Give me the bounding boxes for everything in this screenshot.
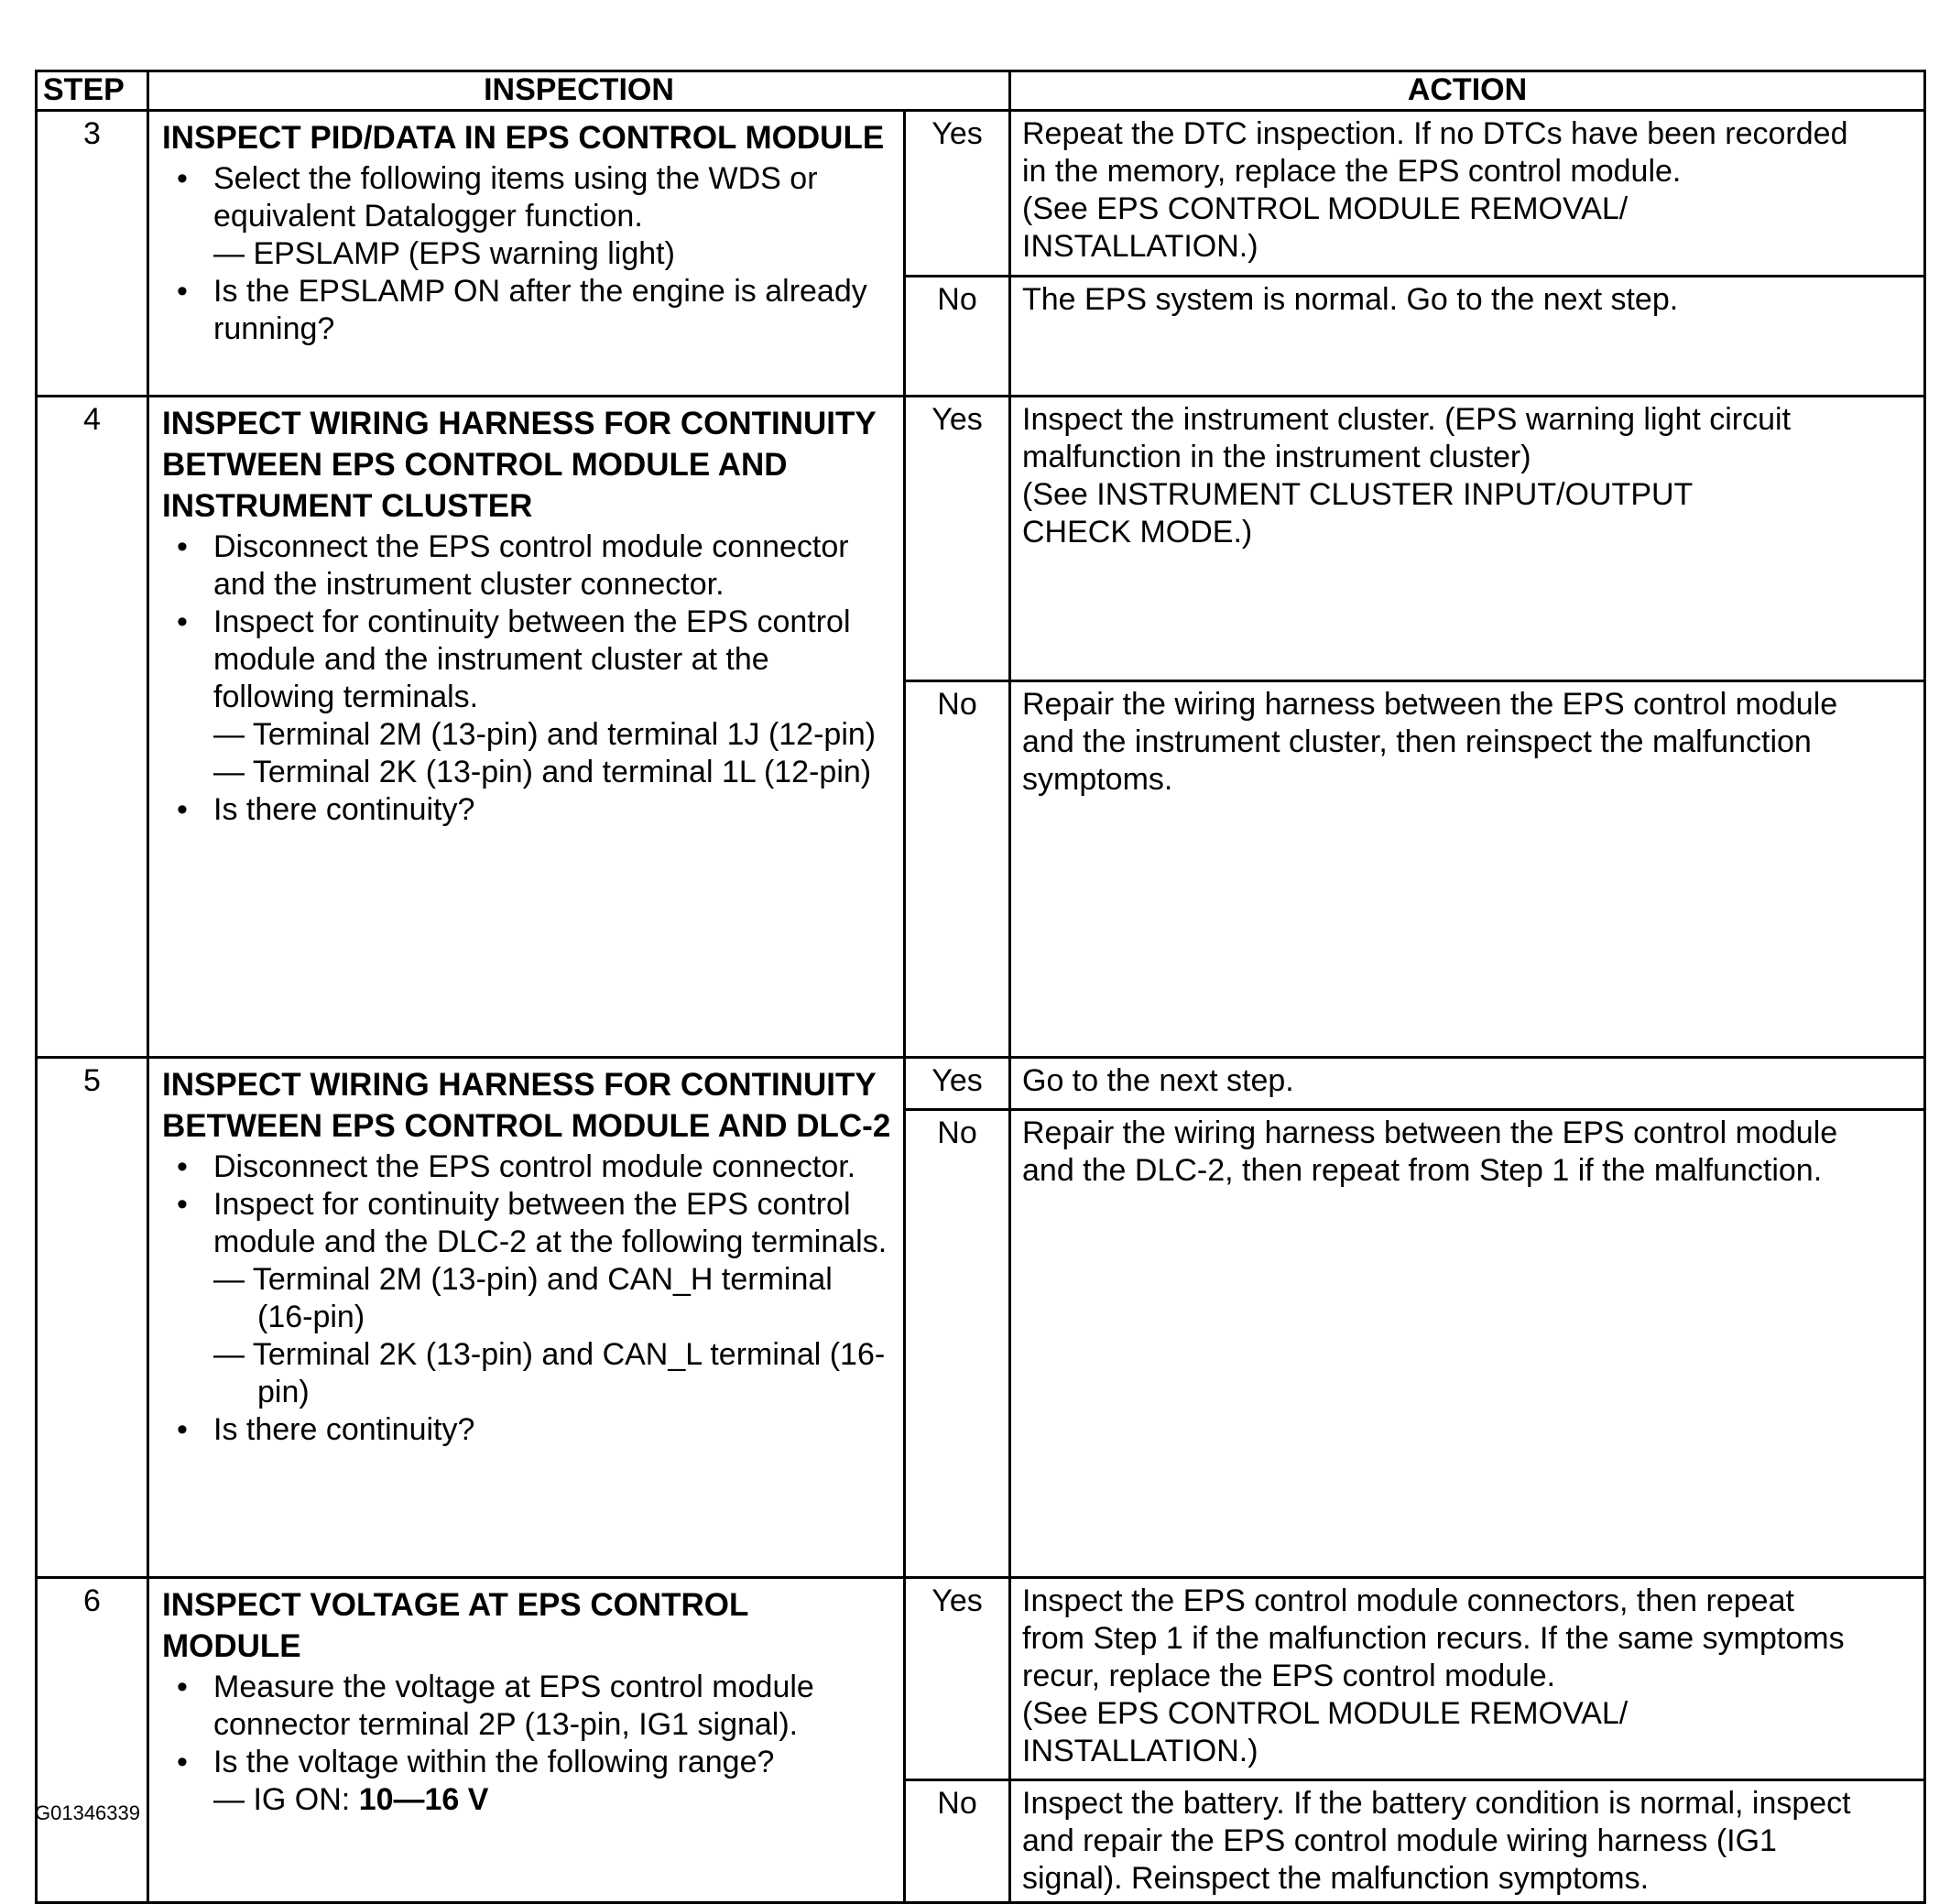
action-line: (See EPS CONTROL MODULE REMOVAL/ xyxy=(1022,191,1629,226)
table-row xyxy=(37,397,1925,681)
action-line: Repair the wiring harness between the EPS control module xyxy=(1022,687,1838,722)
terminal-list xyxy=(213,1261,894,1411)
inspection-bullet xyxy=(162,528,894,604)
action-line: signal). Reinspect the malfunction symptoms. xyxy=(1022,1861,1650,1896)
step-number: 6 xyxy=(37,1578,148,1903)
action-line: (See INSTRUMENT CLUSTER INPUT/OUTPUT xyxy=(1022,477,1694,512)
inspection-cell xyxy=(148,1578,905,1903)
header-step: STEP xyxy=(37,71,148,111)
inspection-title: INSPECT WIRING HARNESS FOR CONTINUITY BETWEEN EPS CONTROL MODULE AND INSTRUMENT CLUSTER xyxy=(162,406,877,524)
action-line: INSTALLATION.) xyxy=(1022,1734,1258,1768)
action-line: symptoms. xyxy=(1022,762,1173,797)
step-number: 3 xyxy=(37,111,148,397)
bullet-text: Is there continuity? xyxy=(213,792,475,827)
terminal-item: — Terminal 2M (13-pin) and CAN_H terminal (16-pin) xyxy=(213,1262,833,1334)
action-line: INSTALLATION.) xyxy=(1022,229,1258,264)
inspection-bullet xyxy=(162,791,894,829)
action-line: in the memory, replace the EPS control module. xyxy=(1022,154,1682,189)
action-line: CHECK MODE.) xyxy=(1022,515,1253,549)
terminal-item: — Terminal 2K (13-pin) and terminal 1L (12-pin) xyxy=(213,755,872,789)
inspection-bullet xyxy=(162,1669,894,1744)
inspection-bullets xyxy=(162,1148,894,1449)
troubleshooting-table xyxy=(35,70,1926,1904)
yes-action xyxy=(1010,1578,1925,1780)
yes-label: Yes xyxy=(905,1578,1010,1780)
bullet-text: Is the voltage within the following range? xyxy=(213,1745,775,1779)
action-line: Repeat the DTC inspection. If no DTCs have been recorded xyxy=(1022,116,1848,151)
inspection-bullet xyxy=(162,1744,894,1819)
bullet-text: Inspect for continuity between the EPS control module and the DLC-2 at the following terminals. xyxy=(213,1187,888,1259)
no-action xyxy=(1010,277,1925,397)
inspection-bullet xyxy=(162,1186,894,1411)
yes-action xyxy=(1010,397,1925,681)
inspection-bullet xyxy=(162,1148,894,1186)
action-line: malfunction in the instrument cluster) xyxy=(1022,440,1531,474)
inspection-bullets xyxy=(162,528,894,829)
inspection-bullet xyxy=(162,1411,894,1449)
yes-action xyxy=(1010,1058,1925,1110)
voltage-range xyxy=(213,1781,894,1819)
inspection-cell xyxy=(148,397,905,1058)
terminal-item: — Terminal 2M (13-pin) and terminal 1J (12-pin) xyxy=(213,717,877,752)
step-number: 4 xyxy=(37,397,148,1058)
inspection-cell xyxy=(148,1058,905,1578)
bullet-text: Is there continuity? xyxy=(213,1412,475,1447)
action-line: Inspect the EPS control module connectors, then repeat xyxy=(1022,1583,1794,1618)
step-number: 5 xyxy=(37,1058,148,1578)
terminal-list xyxy=(213,716,894,791)
range-prefix: — IG ON: xyxy=(213,1782,359,1817)
no-action xyxy=(1010,1110,1925,1578)
action-line: and the DLC-2, then repeat from Step 1 if the malfunction. xyxy=(1022,1153,1823,1188)
yes-label: Yes xyxy=(905,111,1010,277)
bullet-text: Inspect for continuity between the EPS control module and the instrument cluster at the following terminals. xyxy=(213,604,851,714)
no-label: No xyxy=(905,681,1010,1058)
bullet-text: Disconnect the EPS control module connector. xyxy=(213,1149,856,1184)
action-line: and repair the EPS control module wiring harness (IG1 xyxy=(1022,1823,1777,1858)
action-line: Go to the next step. xyxy=(1022,1063,1294,1098)
no-action xyxy=(1010,1780,1925,1903)
no-label: No xyxy=(905,1780,1010,1903)
action-line: Repair the wiring harness between the EPS control module xyxy=(1022,1115,1838,1150)
action-line: from Step 1 if the malfunction recurs. If the same symptoms xyxy=(1022,1621,1845,1656)
table-header-row xyxy=(37,71,1925,111)
inspection-title: INSPECT VOLTAGE AT EPS CONTROL MODULE xyxy=(162,1587,748,1664)
range-value: 10—16 V xyxy=(358,1782,489,1817)
table-row xyxy=(37,1058,1925,1110)
no-action xyxy=(1010,681,1925,1058)
action-line: Inspect the battery. If the battery condition is normal, inspect xyxy=(1022,1786,1851,1821)
yes-label: Yes xyxy=(905,397,1010,681)
inspection-title: INSPECT PID/DATA IN EPS CONTROL MODULE xyxy=(162,120,885,156)
header-inspection: INSPECTION xyxy=(148,71,1010,111)
bullet-text: Disconnect the EPS control module connector and the instrument cluster connector. xyxy=(213,529,849,602)
terminal-list xyxy=(213,235,894,273)
no-label: No xyxy=(905,1110,1010,1578)
table-row xyxy=(37,1578,1925,1780)
action-line: (See EPS CONTROL MODULE REMOVAL/ xyxy=(1022,1696,1629,1731)
inspection-title: INSPECT WIRING HARNESS FOR CONTINUITY BETWEEN EPS CONTROL MODULE AND DLC-2 xyxy=(162,1067,891,1144)
terminal-item: — Terminal 2K (13-pin) and CAN_L terminal (16-pin) xyxy=(213,1337,886,1409)
inspection-bullet xyxy=(162,273,894,348)
inspection-bullet xyxy=(162,160,894,273)
inspection-bullets xyxy=(162,160,894,348)
bullet-text: Measure the voltage at EPS control module connector terminal 2P (13-pin, IG1 signal). xyxy=(213,1670,814,1742)
inspection-bullets xyxy=(162,1669,894,1819)
no-label: No xyxy=(905,277,1010,397)
action-line: recur, replace the EPS control module. xyxy=(1022,1659,1556,1693)
header-action: ACTION xyxy=(1010,71,1925,111)
action-line: The EPS system is normal. Go to the next step. xyxy=(1022,282,1679,317)
table-row xyxy=(37,111,1925,277)
inspection-cell xyxy=(148,111,905,397)
action-line: Inspect the instrument cluster. (EPS warning light circuit xyxy=(1022,402,1792,437)
inspection-bullet xyxy=(162,604,894,791)
bullet-text: Is the EPSLAMP ON after the engine is already running? xyxy=(213,274,867,346)
yes-label: Yes xyxy=(905,1058,1010,1110)
bullet-text: Select the following items using the WDS or equivalent Datalogger function. xyxy=(213,161,818,234)
action-line: and the instrument cluster, then reinspect the malfunction xyxy=(1022,724,1812,759)
terminal-item: — EPSLAMP (EPS warning light) xyxy=(213,236,675,271)
yes-action xyxy=(1010,111,1925,277)
document-id: G01346339 xyxy=(35,1801,140,1824)
